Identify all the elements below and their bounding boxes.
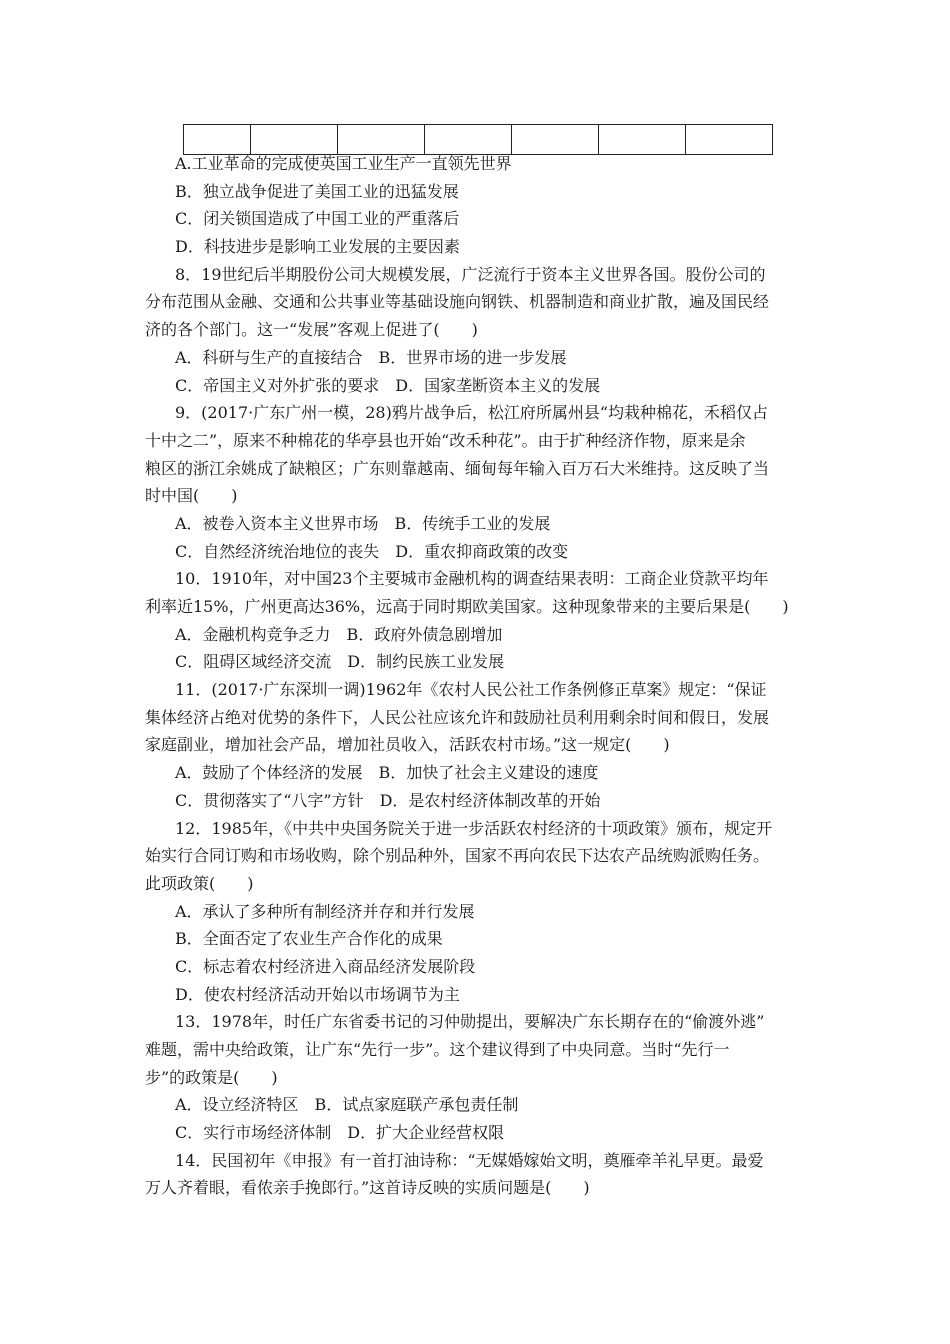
- question-stem-line: 11．(2017·广东深圳一调)1962年《农村人民公社工作条例修正草案》规定：“保证: [175, 680, 767, 700]
- question-stem-line: 12．1985年，《中共中央国务院关于进一步活跃农村经济的十项政策》颁布，规定开: [175, 818, 773, 838]
- question-10: [145, 565, 807, 676]
- question-stem-line: 10．1910年，对中国23个主要城市金融机构的调查结果表明：工商企业贷款平均年: [175, 569, 769, 589]
- option-row: A．设立经济特区 B．试点家庭联产承包责任制: [175, 1095, 519, 1115]
- question-stem-line: 13．1978年，时任广东省委书记的习仲勋提出，要解决广东长期存在的“偷渡外逃”: [175, 1012, 765, 1032]
- question-9: [145, 399, 807, 565]
- option-row: C．阻碍区域经济交流 D．制约民族工业发展: [175, 652, 505, 672]
- question-stem-line: 8．19世纪后半期股份公司大规模发展，广泛流行于资本主义世界各国。股份公司的: [175, 264, 766, 284]
- question-8: [145, 261, 807, 399]
- question-stem-line: 万人齐着眼，看侬亲手挽郎行。”这首诗反映的实质问题是( ): [145, 1178, 590, 1198]
- option-a: A.工业革命的完成使英国工业生产一直领先世界: [175, 154, 512, 173]
- question-stem-line: 始实行合同订购和市场收购，除个别品种外，国家不再向农民下达农产品统购派购任务。: [145, 846, 770, 866]
- question-stem-line: 此项政策( ): [145, 873, 254, 893]
- question-11: [145, 676, 807, 814]
- option-row: A．被卷入资本主义世界市场 B．传统手工业的发展: [175, 513, 551, 533]
- option-row: C．实行市场经济体制 D．扩大企业经营权限: [175, 1123, 505, 1143]
- option-d: D．使农村经济活动开始以市场调节为主: [175, 984, 460, 1004]
- option-row: C．贯彻落实了“八字”方针 D．是农村经济体制改革的开始: [175, 790, 601, 810]
- question-14: [145, 1147, 807, 1202]
- question-stem-line: 集体经济占绝对优势的条件下，人民公社应该允许和鼓励社员利用剩余时间和假日，发展: [145, 707, 770, 727]
- option-d: D．科技进步是影响工业发展的主要因素: [175, 237, 460, 257]
- question-stem-line: 粮区的浙江余姚成了缺粮区；广东则靠越南、缅甸每年输入百万石大米维持。这反映了当: [145, 458, 770, 478]
- option-row: A．金融机构竞争乏力 B．政府外债急剧增加: [175, 624, 503, 644]
- question-stem-line: 利率近15%，广州更高达36%，远高于同时期欧美国家。这种现象带来的主要后果是( ): [145, 597, 789, 616]
- question-stem-line: 14．民国初年《申报》有一首打油诗称：“无媒婚嫁始文明，奠雁牵羊礼早更。最爱: [175, 1150, 764, 1170]
- question-stem-line: 步”的政策是( ): [145, 1067, 278, 1087]
- question-content: [145, 150, 807, 1202]
- option-row: A．科研与生产的直接结合 B．世界市场的进一步发展: [175, 347, 567, 367]
- question-stem-line: 9．(2017·广东广州一模，28)鸦片战争后，松江府所属州县“均栽种棉花，禾稻仅占: [175, 403, 769, 423]
- question-stem-line: 济的各个部门。这一“发展”客观上促进了( ): [145, 320, 478, 340]
- option-c: C．闭关锁国造成了中国工业的严重落后: [175, 209, 460, 229]
- question-stem-line: 难题，需中央给政策，让广东“先行一步”。这个建议得到了中央同意。当时“先行一: [145, 1040, 730, 1059]
- option-c: C．标志着农村经济进入商品经济发展阶段: [175, 956, 476, 976]
- option-row: C．自然经济统治地位的丧失 D．重农抑商政策的改变: [175, 541, 569, 561]
- option-row: A．鼓励了个体经济的发展 B．加快了社会主义建设的速度: [175, 763, 599, 783]
- question-7-options: [145, 150, 807, 261]
- question-stem-line: 时中国( ): [145, 486, 238, 506]
- option-a: A．承认了多种所有制经济并存和并行发展: [175, 901, 475, 921]
- option-b: B．独立战争促进了美国工业的迅猛发展: [175, 181, 459, 201]
- option-b: B．全面否定了农业生产合作化的成果: [175, 929, 443, 949]
- question-stem-line: 家庭副业，增加社会产品，增加社员收入，活跃农村市场。”这一规定( ): [145, 735, 670, 755]
- option-row: C．帝国主义对外扩张的要求 D．国家垄断资本主义的发展: [175, 375, 601, 395]
- question-13: [145, 1008, 807, 1146]
- question-12: [145, 815, 807, 1009]
- question-stem-line: 分布范围从金融、交通和公共事业等基础设施向钢铁、机器制造和商业扩散，遍及国民经: [145, 292, 770, 312]
- question-stem-line: 十中之二”，原来不种棉花的华亭县也开始“改禾种花”。由于扩种经济作物，原来是余: [145, 430, 746, 450]
